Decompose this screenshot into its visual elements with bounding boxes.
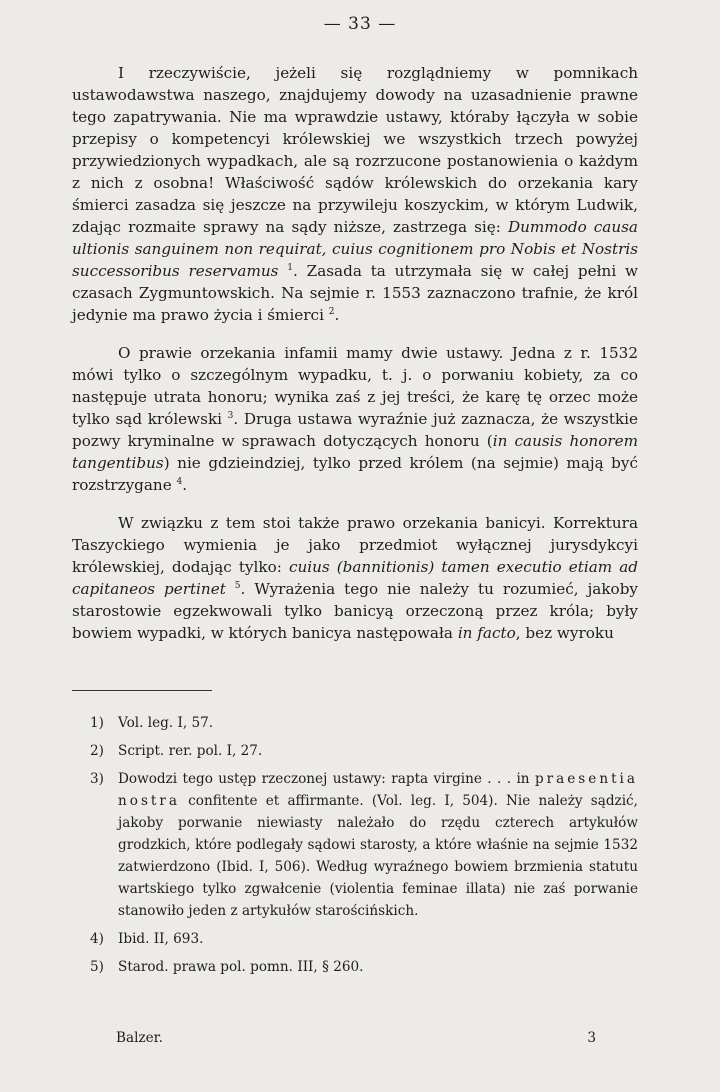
p2-text-c: ) nie gdzieindziej, tylko przed królem (na sejmie) mają być rozstrzygane [72, 454, 638, 494]
signature-line [116, 1030, 596, 1046]
footnote-5 [72, 956, 638, 978]
p2-latin-quote: in causis honorem tangentibus [72, 432, 638, 472]
p2-text-a: O prawie orzekania infamii mamy dwie ustawy. Jedna z r. 1532 mówi tylko o szczególnym wypadku, t. j. o porwaniu kobiety, za co następuje utrata honoru; wynika zaś z jej treści, że karę tę orzec może tylko sąd królewski [72, 344, 638, 428]
p3-text-b: . Wyrażenia tego nie należy tu rozumieć, jakoby starostowie egzekwowali tylko banicyą orzeczoną przez króla; były bowiem wypadki, w których banicya następowała [72, 580, 638, 642]
footnote-ref-5: 5 [234, 580, 241, 591]
footnote-ref-4: 4 [176, 476, 183, 487]
footnote-marker: 3) [90, 771, 104, 787]
footnote-2 [72, 740, 638, 762]
footnote-divider [72, 690, 212, 691]
signature-author: Balzer. [116, 1030, 163, 1046]
footnote-text: Script. rer. pol. I, 27. [118, 743, 263, 759]
footnote-4 [72, 928, 638, 950]
paragraph-3 [72, 512, 638, 644]
footnote-spaced-text: praesentia nostra [118, 771, 638, 809]
footnote-text: Ibid. II, 693. [118, 931, 204, 947]
footnote-1 [72, 712, 638, 734]
footnote-text: Vol. leg. I, 57. [118, 715, 214, 731]
p1-latin-quote: Dummodo causa ultionis sanguinem non requirat, cuius cognitionem pro Nobis et Nostris successoribus reservamus [72, 218, 638, 280]
page-number: — 33 — [323, 14, 397, 34]
footnote-marker: 2) [90, 743, 104, 759]
footnotes [72, 712, 638, 984]
p1-text-b: . Zasada ta utrzymała się w całej pełni w czasach Zygmuntowskich. Na sejmie r. 1553 zaznaczono trafnie, że król jedynie ma prawo życia i śmierci [72, 262, 639, 324]
footnote-text: Dowodzi tego ustęp rzeczonej ustawy: rapta virgine . . . in [118, 771, 535, 787]
p3-text-c: , bez wyroku [515, 624, 614, 642]
footnote-marker: 4) [90, 931, 104, 947]
footnote-marker: 5) [90, 959, 104, 975]
footnote-ref-3: 3 [227, 410, 234, 421]
p1-text-a: I rzeczywiście, jeżeli się rozglądniemy w pomnikach ustawodawstwa naszego, znajdujemy dowody na uzasadnienie prawne tego zapatrywania. Nie ma wprawdzie ustawy, któraby łączyła w sobie przepisy o kompetencyi królewskiej we wszystkich trzech powyżej przywiedzionych wypadkach, ale są rozrzucone postanowienia o każdym z nich z osobna! Właściwość sądów królewskich do orzekania kary śmierci zasadza się jeszcze na przywileju koszyckim, w którym Ludwik, zdając rozmaite sprawy na sądy niższe, zastrzega się: [72, 64, 638, 236]
p3-latin-quote: cuius (bannitionis) tamen executio etiam ad capitaneos pertinet [72, 558, 638, 598]
footnote-text: confitente et affirmante. (Vol. leg. I, 504). Nie należy sądzić, jakoby porwanie niewiasty należało do rzędu czterech artykułów grodzkich, które podlegały sądowi starosty, a które właśnie na sejmie 1532 zatwierdzono (Ibid. I, 506). Według wyraźnego bowiem brzmienia statutu wartskiego tylko zgwałcenie (violentia feminae illata) nie zaś porwanie stanowiło jeden z artykułów starościńskich. [118, 793, 638, 919]
paragraph-2 [72, 342, 638, 496]
p1-text-c: . [334, 306, 340, 324]
main-text [72, 62, 638, 660]
footnote-marker: 1) [90, 715, 104, 731]
paragraph-1 [72, 62, 638, 326]
signature-sheet-number: 3 [587, 1030, 596, 1046]
p2-text-b: . Druga ustawa wyraźnie już zaznacza, że wszystkie pozwy kryminalne w sprawach dotyczących honoru ( [72, 410, 639, 450]
p3-text-a: W związku z tem stoi także prawo orzekania banicyi. Korrektura Taszyckiego wymienia je jako przedmiot wyłącznej jurysdykcyi królewskiej, dodając tylko: [72, 514, 638, 576]
footnote-text: Starod. prawa pol. pomn. III, § 260. [118, 959, 364, 975]
footnote-ref-1: 1 [287, 262, 294, 273]
footnote-3 [72, 768, 638, 922]
p2-text-d: . [182, 476, 188, 494]
footnote-ref-2: 2 [328, 306, 335, 317]
p3-latin-in-facto: in facto [457, 624, 516, 642]
